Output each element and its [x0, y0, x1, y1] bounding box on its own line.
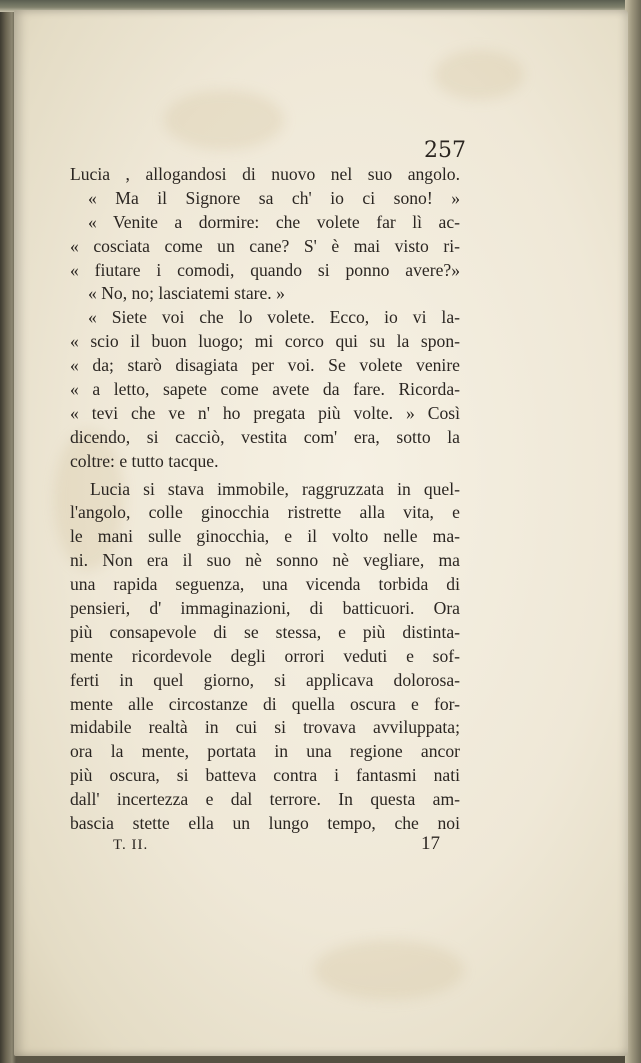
- text-line: Lucia si stava immobile, raggruzzata in quel-: [90, 478, 460, 499]
- text-line: più consapevole di se stessa, e più distinta-: [70, 621, 460, 642]
- text-line: ferti in quel giorno, si applicava dolorosa-: [70, 669, 460, 690]
- signature-mark: T. II.: [113, 837, 149, 853]
- page-number: 257: [424, 138, 466, 163]
- text-line: « Siete voi che lo volete. Ecco, io vi la-: [88, 307, 460, 328]
- text-line: Lucia , allogandosi di nuovo nel suo angolo.: [70, 164, 460, 184]
- text-line: dicendo, si cacciò, vestita com' era, sotto la: [70, 426, 460, 447]
- text-line: ni. Non era il suo nè sonno nè vegliare, ma: [70, 550, 460, 571]
- text-line: mente ricordevole degli orrori veduti e sof-: [70, 645, 460, 666]
- text-line: midabile realtà in cui si trovava avviluppata;: [70, 717, 460, 738]
- text-line: l'angolo, colle ginocchia ristrette alla vita, e: [70, 502, 460, 523]
- text-line: le mani sulle ginocchia, e il volto nelle ma-: [70, 526, 460, 547]
- foxing-stain: [314, 940, 464, 1000]
- foxing-stain: [434, 50, 524, 100]
- text-line: « scio il buon luogo; mi corco qui su la spon-: [70, 331, 460, 352]
- foxing-stain: [164, 90, 284, 150]
- text-line: « tevi che ve n' ho pregata più volte. » Così: [70, 402, 460, 423]
- text-line: « a letto, sapete come avete da fare. Ricorda-: [70, 379, 460, 400]
- text-line: pensieri, d' immaginazioni, di batticuori. Ora: [70, 598, 460, 619]
- signature-number: 17: [421, 833, 440, 854]
- text-line: « Venite a dormire: che volete far lì ac-: [88, 211, 460, 232]
- text-line: « Ma il Signore sa ch' io ci sono! »: [88, 187, 460, 208]
- body-text: [70, 163, 460, 836]
- text-line: bascia stette ella un lungo tempo, che noi: [70, 813, 460, 834]
- text-line: « cosciata come un cane? S' è mai visto ri-: [70, 235, 460, 256]
- text-line: coltre: e tutto tacque.: [70, 450, 219, 471]
- text-line: « No, no; lasciatemi stare. »: [88, 283, 285, 304]
- text-line: mente alle circostanze di quella oscura e for-: [70, 693, 460, 714]
- text-line: più oscura, si batteva contra i fantasmi nati: [70, 765, 460, 786]
- text-line: dall' incertezza e dal terrore. In questa am-: [70, 789, 460, 810]
- text-line: una rapida seguenza, una vicenda torbida di: [70, 574, 460, 595]
- text-line: ora la mente, portata in una regione ancor: [70, 741, 460, 762]
- text-line: « da; starò disagiata per voi. Se volete venire: [70, 355, 460, 376]
- text-line: « fiutare i comodi, quando si ponno avere?»: [70, 259, 460, 280]
